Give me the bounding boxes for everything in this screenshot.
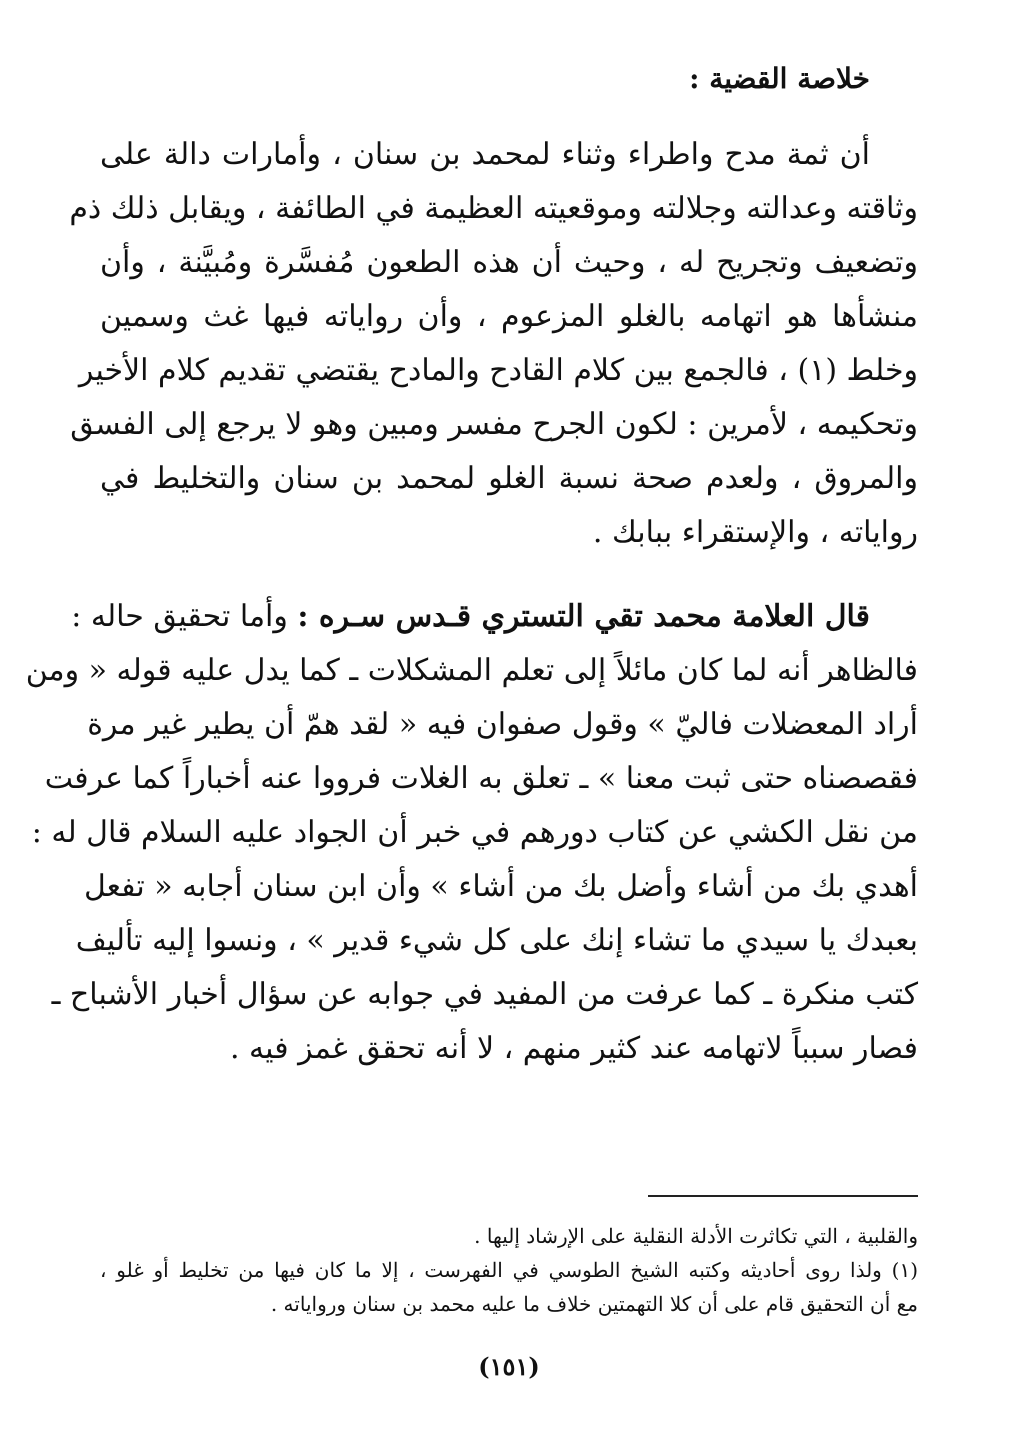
paragraph-2-line: فقصصناه حتى ثبت معنا » ـ تعلق به الغلات فرووا عنه أخباراً كما عرفت — [44, 761, 918, 796]
paragraph-2-line: فصار سبباً لاتهامه عند كثير منهم ، لا أنه تحقق غمز فيه . — [229, 1031, 918, 1066]
paragraph-2-lead-line — [71, 590, 870, 644]
paragraph-1-line: منشأها هو اتهامه بالغلو المزعوم ، وأن رواياته فيها غث وسمين — [100, 299, 918, 334]
paragraph-2-line: كتب منكرة ـ كما عرفت من المفيد في جوابه عن سؤال أخبار الأشباح ـ — [51, 977, 918, 1012]
paragraph-2-line: فالظاهر أنه لما كان مائلاً إلى تعلم المشكلات ـ كما يدل عليه قوله « ومن — [25, 653, 918, 688]
paragraph-1-line: وتحكيمه ، لأمرين : لكون الجرح مفسر ومبين وهو لا يرجع إلى الفسق — [70, 407, 918, 442]
paragraph-2-line: أراد المعضلات فاليّ » وقول صفوان فيه « لقد همّ أن يطير غير مرة — [87, 707, 918, 742]
paragraph-1-line: أن ثمة مدح واطراء وثناء لمحمد بن سنان ، وأمارات دالة على — [100, 137, 870, 172]
paragraph-1-line: وتضعيف وتجريح له ، وحيث أن هذه الطعون مُفسَّرة ومُبيَّنة ، وأن — [100, 245, 918, 280]
quoted-scholar-name: قال العلامة محمد تقي التستري قـدس سـره : — [297, 599, 870, 634]
paragraph-2-line: أهدي بك من أشاء وأضل بك من أشاء » وأن ابن سنان أجابه « تفعل — [83, 869, 918, 904]
paragraph-2-line: من نقل الكشي عن كتاب دورهم في خبر أن الجواد عليه السلام قال له : — [31, 815, 918, 850]
footnote-line: مع أن التحقيق قام على أن كلا التهمتين خلاف ما عليه محمد بن سنان ورواياته . — [270, 1292, 918, 1316]
section-heading: خلاصة القضية : — [689, 62, 870, 95]
paragraph-1-line: وثاقته وعدالته وجلالته وموقعيته العظيمة في الطائفة ، ويقابل ذلك ذم — [69, 191, 918, 226]
paragraph-1-line: والمروق ، ولعدم صحة نسبة الغلو لمحمد بن سنان والتخليط في — [100, 461, 918, 496]
lead-line-rest: وأما تحقيق حاله : — [71, 599, 298, 634]
footnote-line: (١) ولذا روى أحاديثه وكتبه الشيخ الطوسي في الفهرست ، إلا ما كان فيها من تخليط أو غلو ، — [100, 1258, 918, 1282]
paragraph-1-line: وخلط (١) ، فالجمع بين كلام القادح والمادح يقتضي تقديم كلام الأخير — [78, 353, 918, 388]
paragraph-2-line: بعبدك يا سيدي ما تشاء إنك على كل شيء قدير » ، ونسوا إليه تأليف — [75, 923, 918, 958]
paragraph-1-line: رواياته ، والإستقراء ببابك . — [592, 515, 918, 550]
page-number: (١٥١) — [478, 1352, 540, 1381]
footnote-line: والقلبية ، التي تكاثرت الأدلة النقلية على الإرشاد إليها . — [474, 1224, 918, 1248]
footnote-separator — [648, 1195, 918, 1197]
